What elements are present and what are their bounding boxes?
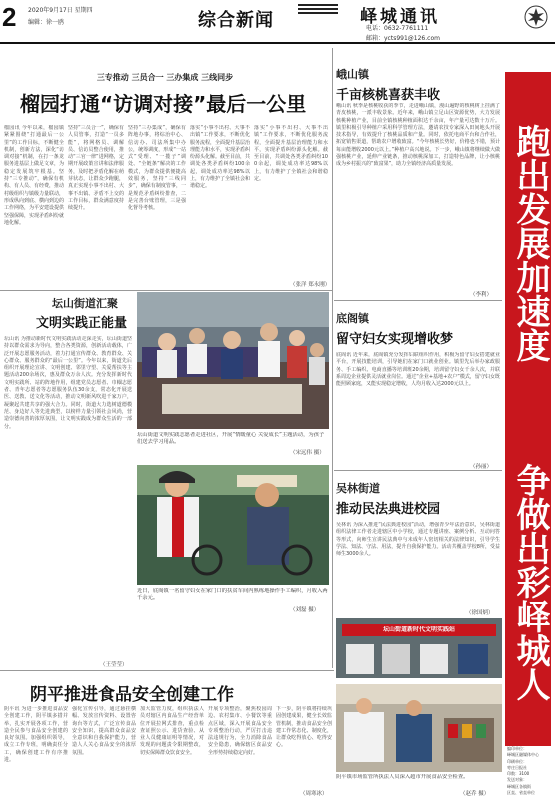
info-line: 峄城区融媒体中心 [507, 752, 539, 758]
photo-caption-children: 坛山街道文明实践志愿者走进社区，开展“情暖童心 关爱成长”主题活动，为孩子们送去学习用品。 [137, 432, 325, 445]
article6-col5: 下一步，阴平镇将持续巩固创建成果，健全长效监管机制，推动食品安全创建工作常态化、制度化，让群众吃得放心、吃得安心。 [276, 706, 332, 749]
photo-caption-woman: 近日，底阁镇一名留守妇女在家门口的扶贫车间内熟练地操作手工编织，月收入两千余元。 [137, 588, 328, 601]
info-line: 编印单位： [507, 746, 527, 751]
slogan-line-1: 跑出发展加速度 [510, 124, 550, 362]
article5-headline: 推动民法典进校园 [336, 502, 441, 517]
slogan-banner [505, 72, 551, 746]
article3-headline: 千亩核桃喜获丰收 [336, 88, 441, 103]
article6-col4: 开展专项整治，聚焦校园周边、农村集市、小餐饮等重点区域，深入开展食品安全专项整治行动，严厉打击违法违规行为，全力消除食品安全隐患，确保辖区食品安全形势持续稳定向好。 [208, 706, 272, 756]
editor-name: 编辑：徐一鸥 [28, 19, 65, 26]
article3-kicker: 峨山镇 [336, 68, 369, 81]
article6-headline: 阴平推进食品安全创建工作 [30, 685, 234, 705]
article4-kicker: 底阁镇 [336, 312, 369, 325]
article4-body: 底阁讯 近年来，底阁镇充分发挥妇联组织作用，积极为留守妇女搭建就业平台，开展技能培训，引导她们在家门口就业创业。镇里先后举办家政服务、手工编织、电商直播等培训班20余期，培训留守妇女千余人次，并联系周边企业提供灵活就业岗位。通过“企业+基地+农户”模式，留守妇女既能照顾家庭，又能实现稳定增收，人均月收入达2000元以上。 [336, 352, 500, 388]
article1-headline: 榴园打通“访调对接”最后一公里 [20, 92, 307, 116]
info-line: 印数：3100 [507, 771, 530, 777]
pomegranate-flower-icon [523, 4, 549, 30]
article6-byline: （周寒冰） [300, 791, 328, 797]
article4-byline: （孙丽） [470, 464, 493, 470]
article1-byline: （张洋 郑永刚） [290, 282, 331, 288]
page-header [0, 0, 555, 44]
photo-children-activity [137, 292, 329, 429]
publication-info [505, 746, 551, 796]
article2-kicker: 坛山街道汇聚 [52, 297, 118, 310]
article2-body: 坛山讯 为推动新时代文明实践活动走深走实，坛山街道坚持以群众需求为导向，整合各类资源，创新活动载体，广泛开展志愿服务活动，着力打通宣传群众、教育群众、关心群众、服务群众的“最后一公里”。今年以来，街道先后组织开展理论宣讲、文明创建、邻里守望、关爱帮扶等主题活动200余场次，惠及群众万余人次。充分发挥新时代文明实践所、站的阵地作用，组建党员志愿者、巾帼志愿者、青年志愿者等志愿服务队伍30余支，常态化开展送医、送教、送文化等活动，推动文明新风吹进千家万户，凝聚起共建共享的强大合力。同时，街道大力选树道德模范、身边好人等先进典型，以榜样力量引领社会风尚，营造崇德向善的浓厚氛围，让文明实践成为群众生活的一部分。 [4, 336, 132, 430]
slogan-line-2: 争做出彩峄城人 [510, 463, 550, 701]
article1-col3: 坚持“三办集成”，确保有阵地办事，将综治中心、信访办、司法所集中办公，统筹调度，形成“一站式”受理、“一揽子”调处、“全链条”解决的工作模式，为群众提供便捷高效服务，坚持“三线同步”，确保有制度管事，一是规范矛盾纠纷排查，二是完善台账管理，三是强化督导考核。 [128, 125, 186, 212]
article6-col2: 强化宣传引导，通过悬挂横幅、发放宣传资料、设置咨询台等方式，广泛宣传食品安全知识，提高群众食品安全意识和自我保护能力，营造人人关心食品安全的浓厚氛围。 [72, 706, 136, 756]
masthead-logo: 峄城通讯 [360, 7, 440, 27]
info-line: 发送对象： [507, 777, 527, 783]
divider [334, 470, 502, 471]
photo-byline-2: （刘磊 摄） [290, 607, 320, 613]
article5-kicker: 吴林街道 [336, 482, 380, 495]
article2-headline: 文明实践正能量 [36, 316, 128, 331]
info-line: 区直、省直单位 [507, 790, 535, 796]
article1-col4: 落实“小事不出村、大事不出镇”工作要求，不断优化服务流程，全面提升基层治理能力和水平，实现矛盾纠纷源头化解。截至目前，共调处各类矛盾纠纷100余起，调处成功率达98%以上，有力维护了全镇社会和谐稳定。 [190, 125, 250, 190]
decorative-bars [298, 4, 338, 20]
divider [0, 670, 334, 671]
article6-col3: 加大监管力度，组织执法人员对辖区内食品生产经营单位开展拉网式排查，重点检查证照公示、进货查验、从业人员健康证明等情况，对发现的问题责令限期整改，切实保障群众饮食安全。 [140, 706, 204, 756]
issue-date: 2020年9月17日 星期四 [28, 7, 93, 14]
article6-col1: 阴平讯 为进一步推进食品安全创建工作，阴平镇多措并举，扎实开展各项工作，营造全民参与食品安全创建的良好氛围。加强组织领导，成立工作专班，明确责任分工，确保创建工作有序推进。 [4, 706, 68, 764]
section-title: 综合新闻 [198, 10, 274, 31]
contact-email: 邮箱：ycts991@126.com [366, 35, 440, 42]
article1-col5: 落实“小事不出村、大事不出镇”工作要求，不断优化服务流程，全面提升基层治理能力和水平，实现矛盾纠纷源头化解。截至目前，共调处各类矛盾纠纷100余起，调处成功率达98%以上，有力维护了全镇社会和谐稳定。 [254, 125, 328, 183]
article2-byline: （王莹莹） [100, 662, 128, 668]
photo-byline-1: （宋远伟 摄） [290, 450, 325, 456]
divider [334, 300, 502, 301]
banner-text: 坛山街道新时代文明实践站 [382, 626, 455, 633]
photo-food-inspection [336, 684, 502, 772]
article1-col2: 坚持“三员合一”，确保有人员管事，打造“一员多能”，将网格员、调解员、信访员整合使用，推动“三官一律”进网格，定期开展政策宣讲和法律服务，及时把矛盾化解在萌芽状态，让群众少跑腿，真正实现小事不出村、大事不出镇、矛盾不上交的工作目标，群众满意度持续提升。 [68, 125, 124, 212]
photo-byline-3: （赵乔 摄） [460, 791, 490, 797]
page-number: 2 [2, 2, 17, 32]
article5-byline: （徐国炳） [466, 610, 494, 616]
article4-headline: 留守妇女实现增收梦 [336, 332, 454, 347]
article1-col1: 榴园讯 今年以来，榴园镇紧紧围绕“打通最后一公里”的工作目标，不断健全机制，创新方法，深化“访调对接”机制，在打一条龙服务进基层上做足文章，为稳定发展筑牢根基。坚持“三专推动”，确保有机构、有人员、有经费，推动村级组织与镇级力量联动，形成纵向到底、横向到边的工作网络，为平安建设提供坚强保障，实现矛盾纠纷就地化解。 [4, 125, 64, 226]
column-divider [332, 48, 333, 668]
article3-byline: （李利） [470, 292, 493, 298]
article1-kicker: 三专推动 三员合一 三办集成 三线同步 [96, 73, 234, 82]
info-line: 枣庄日报社 [507, 764, 527, 770]
photo-caption-food: 阴平镇市场监管所执法人员深入超市开展食品安全检查。 [336, 774, 469, 780]
photo-woman-working [137, 465, 329, 585]
article5-body: 吴林讯 为深入推进“民法典进校园”活动，增强青少年法治意识，吴林街道组织法律工作者走进辖区中小学校，通过专题讲座、案例分析、互动问答等形式，向师生宣讲民法典中与未成年人密切相关的法律知识，引导学生学法、知法、守法、用法，提升自我保护能力。活动共覆盖学校8所，受益师生3000余人。 [336, 522, 500, 558]
contact-phone: 电话：0632-7761111 [366, 25, 429, 32]
divider [0, 290, 332, 291]
header-rule [0, 42, 555, 44]
article3-body: 峨山讯 秋季是核桃收获的季节，走进峨山镇，漫山遍野的核桃树上挂满了青皮核桃，一派丰收景象。近年来，峨山镇立足山区资源优势，大力发展核桃种植产业，目前全镇核桃种植面积达千余亩，年产量可达数十万斤。镇里积极引导种植户采用科学管理方法，邀请农技专家深入田间地头开展技术指导，有效提升了核桃品质和产量。同时，依托电商平台和合作社，拓宽销售渠道，帮助农户增收致富。“今年核桃长势好，价格也不错，预计每亩能增收2000元以上。”种植户高兴地说。下一步，峨山镇将继续做大做强核桃产业，延伸产业链条，推动核桃深加工，打造特色品牌，让小核桃成为乡村振兴的“致富果”，助力全镇经济高质量发展。 [336, 103, 500, 168]
info-line: 峄城区各镇街 [507, 783, 531, 789]
info-line: 印刷单位： [507, 758, 527, 764]
